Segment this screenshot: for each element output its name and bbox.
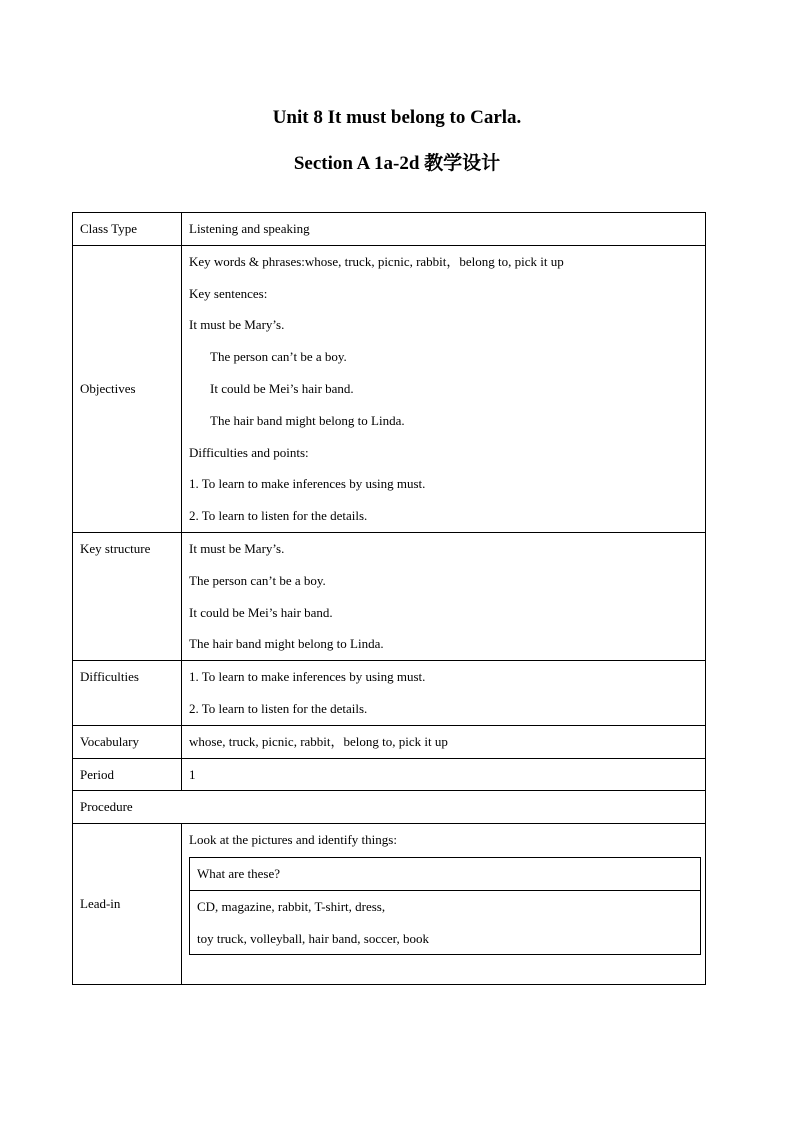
value-class-type: Listening and speaking: [182, 213, 706, 246]
row-key-structure: [73, 532, 706, 660]
objective-line: The person can’t be a boy.: [210, 349, 347, 365]
lead-in-box-body: [190, 890, 701, 955]
row-objectives: [73, 245, 706, 532]
value-lead-in: [182, 824, 706, 985]
key-structure-line: The person can’t be a boy.: [189, 572, 326, 588]
key-structure-line: The hair band might belong to Linda.: [189, 636, 384, 652]
row-lead-in: [73, 824, 706, 985]
row-procedure: [73, 791, 706, 824]
label-class-type: Class Type: [73, 213, 182, 246]
lead-in-box-body-row: [190, 890, 701, 955]
difficulty-line: 2. To learn to listen for the details.: [189, 700, 368, 716]
lead-in-item-line: CD, magazine, rabbit, T-shirt, dress,: [197, 898, 386, 914]
row-period: [73, 758, 706, 791]
lead-in-box: [189, 857, 701, 955]
objective-line: Difficulties and points:: [189, 444, 309, 460]
objective-line: It must be Mary’s.: [189, 317, 285, 333]
row-class-type: [73, 213, 706, 246]
document-title: Unit 8 It must belong to Carla.: [272, 107, 522, 128]
objective-line: Key words & phrases:whose, truck, picnic, rabbit，belong to, pick it up: [189, 253, 564, 269]
lead-in-intro: Look at the pictures and identify things:: [189, 832, 397, 848]
objective-line: The hair band might belong to Linda.: [210, 412, 405, 428]
objective-line: 2. To learn to listen for the details.: [189, 508, 368, 524]
key-structure-line: It could be Mei’s hair band.: [189, 604, 333, 620]
row-vocabulary: [73, 725, 706, 758]
label-objectives: Objectives: [73, 245, 182, 532]
label-procedure: Procedure: [73, 791, 706, 824]
objective-line: 1. To learn to make inferences by using must.: [189, 476, 426, 492]
lesson-plan-table: [72, 212, 706, 985]
key-structure-line: It must be Mary’s.: [189, 540, 285, 556]
label-key-structure: Key structure: [73, 532, 182, 660]
value-objectives: [182, 245, 706, 532]
label-difficulties: Difficulties: [73, 661, 182, 726]
label-lead-in: Lead-in: [73, 824, 182, 985]
difficulty-line: 1. To learn to make inferences by using must.: [189, 669, 426, 685]
lead-in-item-line: toy truck, volleyball, hair band, soccer, book: [197, 930, 429, 946]
row-difficulties: [73, 661, 706, 726]
value-period: 1: [182, 758, 706, 791]
value-key-structure: [182, 532, 706, 660]
objective-line: It could be Mei’s hair band.: [210, 380, 354, 396]
document-subtitle: Section A 1a-2d 教学设计: [293, 153, 501, 174]
lead-in-box-header-row: [190, 857, 701, 890]
label-vocabulary: Vocabulary: [73, 725, 182, 758]
label-period: Period: [73, 758, 182, 791]
value-vocabulary: whose, truck, picnic, rabbit，belong to, pick it up: [182, 725, 706, 758]
lead-in-box-header: What are these?: [190, 857, 701, 890]
value-difficulties: [182, 661, 706, 726]
objective-line: Key sentences:: [189, 285, 268, 301]
